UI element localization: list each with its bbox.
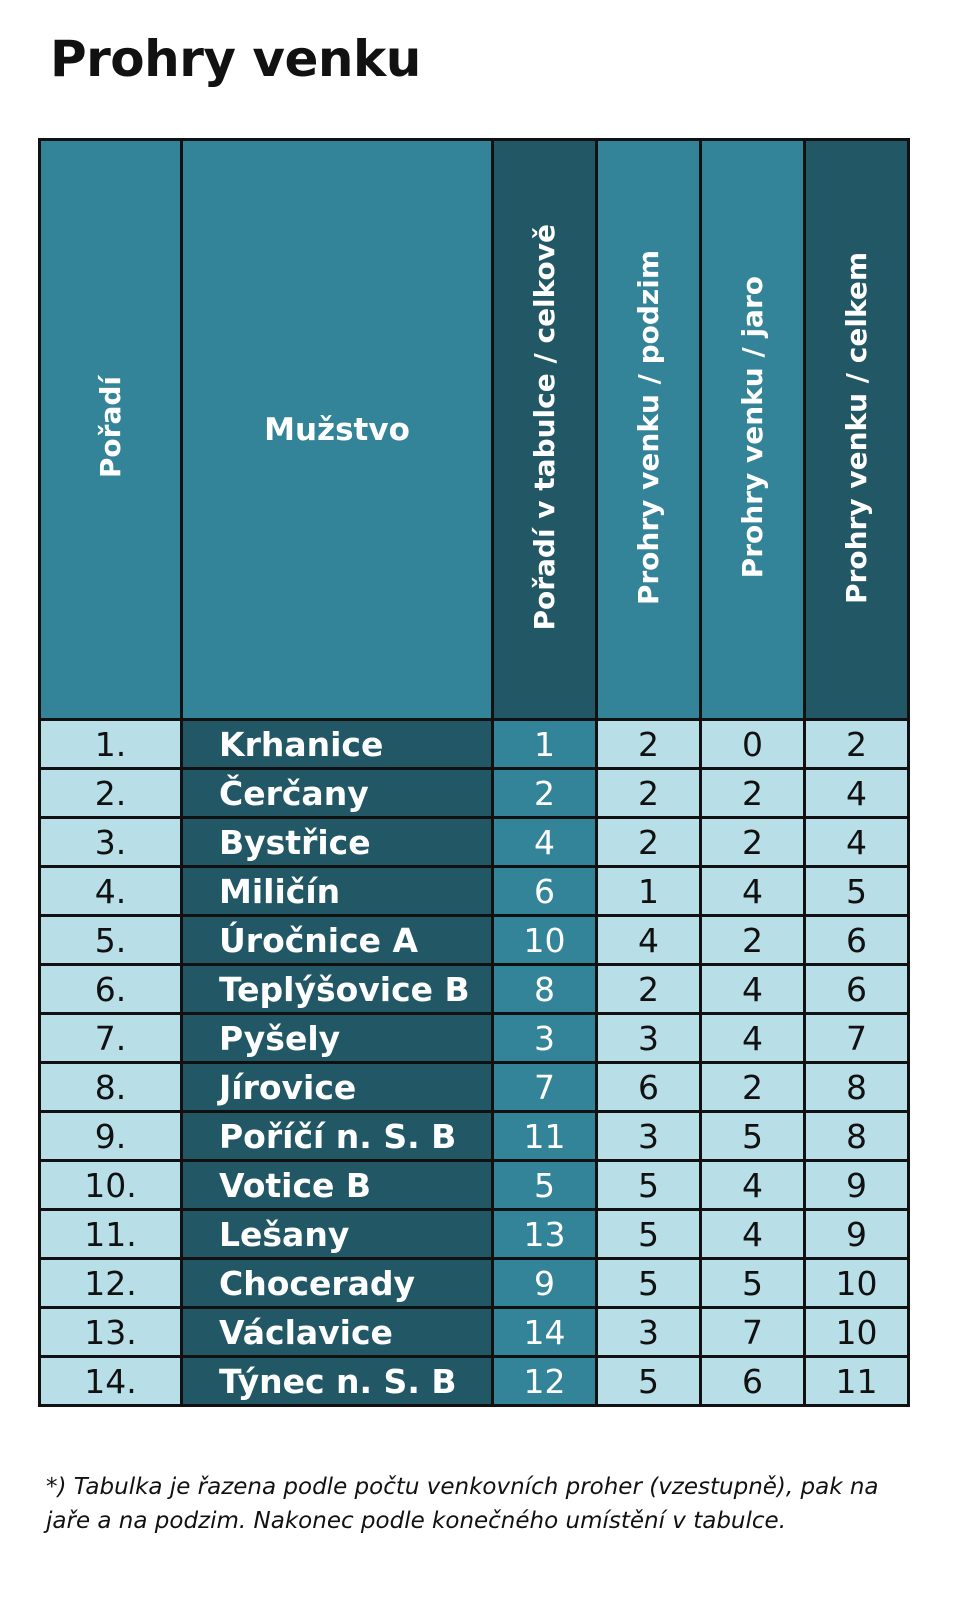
cell-rank: 2. [40, 769, 182, 818]
header-rank: Pořadí [40, 140, 182, 720]
table-row [40, 916, 909, 965]
cell-table-rank: 7 [493, 1063, 597, 1112]
cell-total-losses: 8 [805, 1063, 909, 1112]
cell-total-losses: 10 [805, 1308, 909, 1357]
cell-total-losses: 9 [805, 1210, 909, 1259]
cell-total-losses: 4 [805, 818, 909, 867]
table-row [40, 1161, 909, 1210]
cell-total-losses: 2 [805, 720, 909, 769]
cell-rank: 8. [40, 1063, 182, 1112]
header-team: Mužstvo [182, 140, 493, 720]
header-spring-losses: Prohry venku / jaro [701, 140, 805, 720]
cell-team: Jírovice [182, 1063, 493, 1112]
cell-table-rank: 4 [493, 818, 597, 867]
cell-team: Čerčany [182, 769, 493, 818]
cell-autumn-losses: 5 [597, 1259, 701, 1308]
cell-table-rank: 14 [493, 1308, 597, 1357]
cell-table-rank: 11 [493, 1112, 597, 1161]
cell-table-rank: 2 [493, 769, 597, 818]
cell-team: Václavice [182, 1308, 493, 1357]
cell-autumn-losses: 2 [597, 720, 701, 769]
cell-total-losses: 11 [805, 1357, 909, 1406]
cell-total-losses: 10 [805, 1259, 909, 1308]
cell-rank: 5. [40, 916, 182, 965]
table-row [40, 1063, 909, 1112]
cell-team: Miličín [182, 867, 493, 916]
table-header-row [40, 140, 909, 720]
cell-autumn-losses: 3 [597, 1112, 701, 1161]
cell-spring-losses: 2 [701, 1063, 805, 1112]
cell-team: Úročnice A [182, 916, 493, 965]
cell-team: Týnec n. S. B [182, 1357, 493, 1406]
cell-total-losses: 9 [805, 1161, 909, 1210]
cell-rank: 3. [40, 818, 182, 867]
cell-team: Votice B [182, 1161, 493, 1210]
cell-autumn-losses: 5 [597, 1210, 701, 1259]
cell-spring-losses: 4 [701, 1210, 805, 1259]
cell-total-losses: 7 [805, 1014, 909, 1063]
cell-rank: 12. [40, 1259, 182, 1308]
away-losses-table [38, 138, 910, 1407]
header-autumn-losses: Prohry venku / podzim [597, 140, 701, 720]
cell-team: Pyšely [182, 1014, 493, 1063]
cell-rank: 11. [40, 1210, 182, 1259]
table-row [40, 965, 909, 1014]
cell-table-rank: 12 [493, 1357, 597, 1406]
cell-rank: 1. [40, 720, 182, 769]
cell-table-rank: 8 [493, 965, 597, 1014]
cell-autumn-losses: 2 [597, 818, 701, 867]
cell-total-losses: 8 [805, 1112, 909, 1161]
cell-rank: 14. [40, 1357, 182, 1406]
cell-autumn-losses: 5 [597, 1357, 701, 1406]
cell-spring-losses: 2 [701, 818, 805, 867]
cell-spring-losses: 4 [701, 965, 805, 1014]
cell-total-losses: 5 [805, 867, 909, 916]
cell-table-rank: 3 [493, 1014, 597, 1063]
cell-autumn-losses: 5 [597, 1161, 701, 1210]
cell-rank: 9. [40, 1112, 182, 1161]
cell-rank: 13. [40, 1308, 182, 1357]
cell-table-rank: 6 [493, 867, 597, 916]
cell-table-rank: 1 [493, 720, 597, 769]
cell-table-rank: 10 [493, 916, 597, 965]
table-row [40, 818, 909, 867]
table-row [40, 1014, 909, 1063]
cell-table-rank: 9 [493, 1259, 597, 1308]
cell-autumn-losses: 2 [597, 965, 701, 1014]
table-row [40, 1308, 909, 1357]
table-row [40, 720, 909, 769]
table-row [40, 1357, 909, 1406]
cell-spring-losses: 2 [701, 769, 805, 818]
cell-spring-losses: 0 [701, 720, 805, 769]
cell-autumn-losses: 2 [597, 769, 701, 818]
table-row [40, 867, 909, 916]
cell-autumn-losses: 4 [597, 916, 701, 965]
cell-spring-losses: 4 [701, 1014, 805, 1063]
cell-table-rank: 13 [493, 1210, 597, 1259]
cell-table-rank: 5 [493, 1161, 597, 1210]
page-title: Prohry venku [50, 30, 421, 88]
cell-spring-losses: 4 [701, 867, 805, 916]
cell-spring-losses: 4 [701, 1161, 805, 1210]
cell-spring-losses: 6 [701, 1357, 805, 1406]
cell-autumn-losses: 6 [597, 1063, 701, 1112]
table-row [40, 1259, 909, 1308]
header-total-losses: Prohry venku / celkem [805, 140, 909, 720]
cell-autumn-losses: 3 [597, 1014, 701, 1063]
table-body [40, 720, 909, 1406]
cell-spring-losses: 2 [701, 916, 805, 965]
cell-autumn-losses: 3 [597, 1308, 701, 1357]
cell-rank: 6. [40, 965, 182, 1014]
cell-team: Bystřice [182, 818, 493, 867]
cell-team: Poříčí n. S. B [182, 1112, 493, 1161]
cell-team: Krhanice [182, 720, 493, 769]
cell-spring-losses: 5 [701, 1112, 805, 1161]
cell-total-losses: 6 [805, 916, 909, 965]
table-row [40, 1112, 909, 1161]
table-row [40, 1210, 909, 1259]
table-row [40, 769, 909, 818]
cell-rank: 7. [40, 1014, 182, 1063]
cell-team: Lešany [182, 1210, 493, 1259]
cell-autumn-losses: 1 [597, 867, 701, 916]
cell-total-losses: 4 [805, 769, 909, 818]
cell-total-losses: 6 [805, 965, 909, 1014]
footnote: *) Tabulka je řazena podle počtu venkovních proher (vzestupně), pak na jaře a na podzim. Nakonec podle konečného umístění v tabulce. [46, 1474, 879, 1534]
cell-team: Chocerady [182, 1259, 493, 1308]
cell-rank: 4. [40, 867, 182, 916]
cell-spring-losses: 5 [701, 1259, 805, 1308]
cell-team: Teplýšovice B [182, 965, 493, 1014]
cell-spring-losses: 7 [701, 1308, 805, 1357]
header-table-rank: Pořadí v tabulce / celkově [493, 140, 597, 720]
cell-rank: 10. [40, 1161, 182, 1210]
